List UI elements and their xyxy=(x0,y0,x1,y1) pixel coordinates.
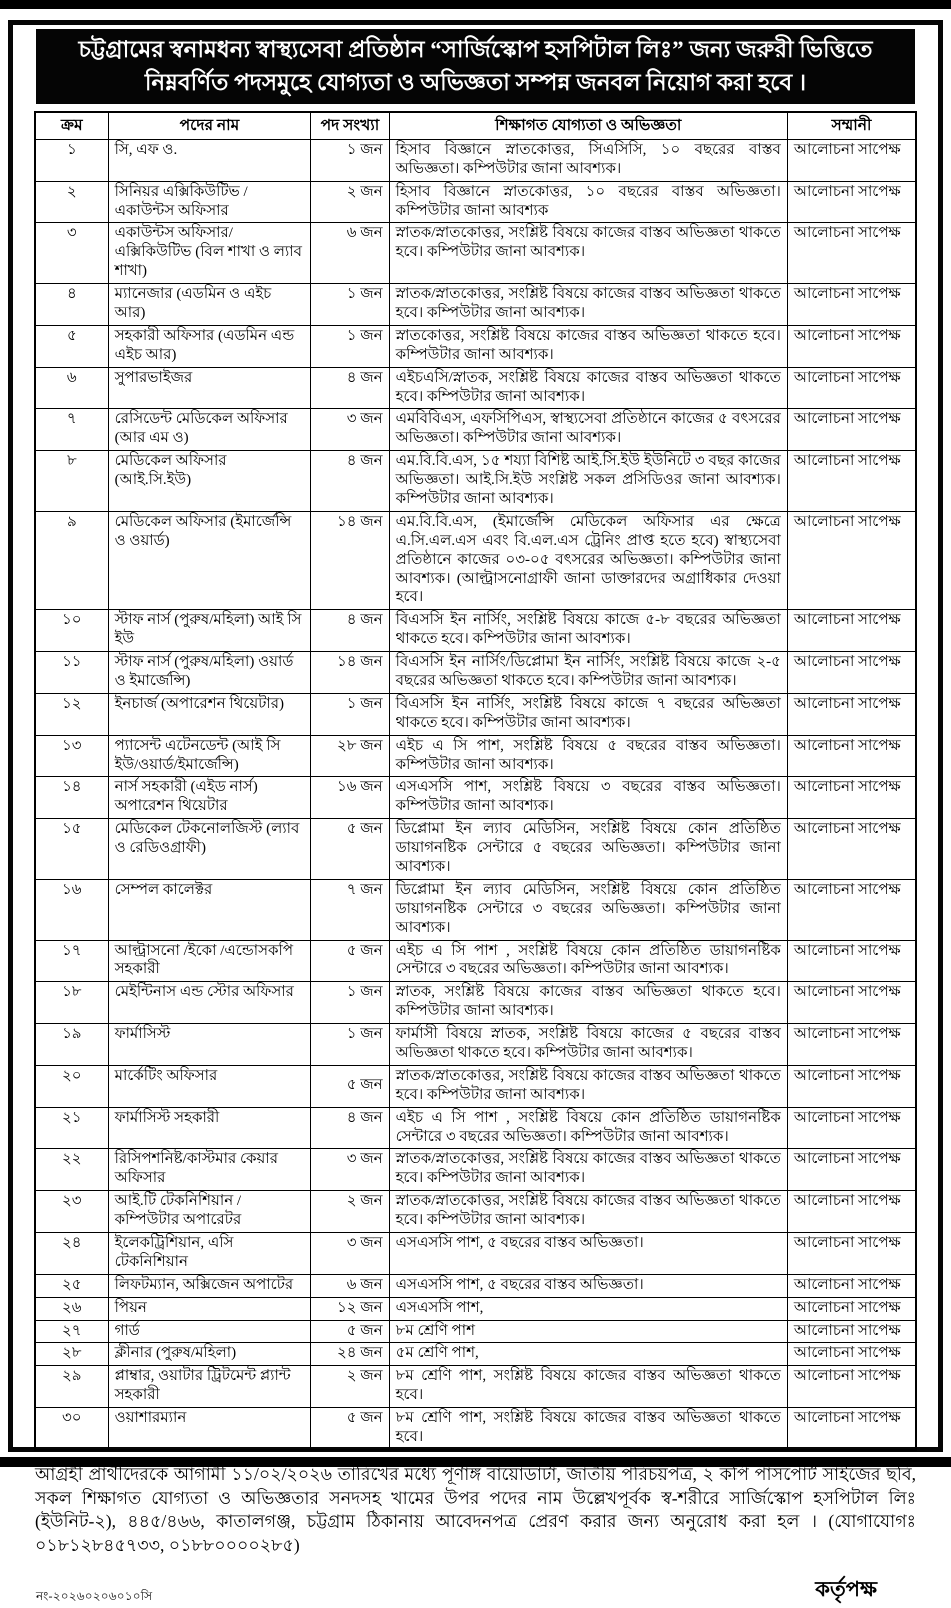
application-instructions: আগ্রহী প্রার্থীদেরকে আগামী ১১/০২/২০২৬ তারিখের মধ্যে পূর্ণাঙ্গ বায়োডাটা, জাতীয় পরিচয়পত্র, ২ কপি পাসপোর্ট সাইজের ছবি, সকল শিক্ষাগত যোগ্যতা ও অভিজ্ঞতার সনদসহ খামের উপর পদের নাম উল্লেখপূর্বক স্ব-শরীরে সার্জিস্কোপ হসপিটাল লিঃ (ইউনিট-২), ৪৪৫/৪৬৬, কাতালগঞ্জ, চট্টগ্রাম ঠিকানায় আবেদনপত্র প্রেরণ করার জন্য অনুরোধ করা হল । (যোগাযোগঃ ০১৮১২৮৪৫৭৩৩, ০১৮৮০০০০২৮৫) xyxy=(35,1463,916,1555)
row-serial: ১২ xyxy=(35,693,108,735)
row-salary: আলোচনা সাপেক্ষ xyxy=(787,1065,916,1107)
row-post-count: ৫ জন xyxy=(311,940,389,982)
row-post-count: ২ জন xyxy=(311,1191,389,1233)
table-row xyxy=(35,652,916,694)
row-serial: ৭ xyxy=(35,409,108,451)
table-row xyxy=(35,181,916,223)
row-serial: ২৩ xyxy=(35,1191,108,1233)
row-serial: ২৮ xyxy=(35,1343,108,1366)
row-post-count: ৫ জন xyxy=(311,1408,389,1450)
row-serial: ২৭ xyxy=(35,1320,108,1343)
row-post-name: নার্স সহকারী (এইড নার্স) অপারেশন থিয়েটার xyxy=(108,777,311,819)
row-salary: আলোচনা সাপেক্ষ xyxy=(787,284,916,326)
row-post-name: ফার্মাসিস্ট সহকারী xyxy=(108,1107,311,1149)
row-salary: আলোচনা সাপেক্ষ xyxy=(787,819,916,880)
row-post-count: ৪ জন xyxy=(311,610,389,652)
table-row xyxy=(35,511,916,609)
row-qualification: বিএসসি ইন নার্সিং/ডিপ্লোমা ইন নার্সিং, সংশ্লিষ্ট বিষয়ে কাজে ২-৫ বছরের অভিজ্ঞতা থাকতে হবে। কম্পিউটার জানা আবশ্যক। xyxy=(389,652,787,694)
table-row xyxy=(35,610,916,652)
row-post-name: একাউন্টস অফিসার/ এক্সিকিউটিভ (বিল শাখা ও ল্যাব শাখা) xyxy=(108,223,311,284)
row-post-count: ৫ জন xyxy=(311,819,389,880)
job-circular-banner: চট্টগ্রামের স্বনামধন্য স্বাস্থ্যসেবা প্রতিষ্ঠান “সার্জিস্কোপ হসপিটাল লিঃ” জন্য জরুরী ভিত্তিতে নিম্নবর্ণিত পদসমুহে যোগ্যতা ও অভিজ্ঞতা সম্পন্ন জনবল নিয়োগ করা হবে । xyxy=(36,29,915,104)
row-post-count: ৩ জন xyxy=(311,1233,389,1275)
row-post-name: আল্ট্রাসনো /ইকো /এন্ডোসকপি সহকারী xyxy=(108,940,311,982)
row-serial: ১৪ xyxy=(35,777,108,819)
table-row xyxy=(35,693,916,735)
row-qualification: এম.বি.বি.এস, ১৫ শয্যা বিশিষ্ট আই.সি.ইউ ইউনিটে ৩ বছর কাজের অভিজ্ঞতা। আই.সি.ইউ সংশ্লিষ্ট সকল প্রসিডিওর জানা আবশ্যক। কম্পিউটার জানা আবশ্যক। xyxy=(389,451,787,512)
row-salary: আলোচনা সাপেক্ষ xyxy=(787,181,916,223)
row-post-count: ২৮ জন xyxy=(311,735,389,777)
table-row xyxy=(35,451,916,512)
row-salary: আলোচনা সাপেক্ষ xyxy=(787,367,916,409)
column-header-serial: ক্রম xyxy=(35,112,108,139)
row-salary: আলোচনা সাপেক্ষ xyxy=(787,325,916,367)
row-post-name: প্লাম্বার, ওয়াটার ট্রিটমেন্ট প্ল্যান্ট সহকারী xyxy=(108,1366,311,1408)
row-post-count: ১ জন xyxy=(311,284,389,326)
row-serial: ৩ xyxy=(35,223,108,284)
row-post-count: ৪ জন xyxy=(311,367,389,409)
row-qualification: স্নাতক, সংশ্লিষ্ট বিষয়ে কাজের বাস্তব অভিজ্ঞতা থাকতে হবে। কম্পিউটার জানা আবশ্যক। xyxy=(389,982,787,1024)
row-salary: আলোচনা সাপেক্ষ xyxy=(787,652,916,694)
row-qualification: এইচ এ সি পাশ , সংশ্লিষ্ট বিষয়ে কোন প্রতিষ্ঠিত ডায়াগনষ্টিক সেন্টারে ৩ বছরের অভিজ্ঞতা। কম্পিউটার জানা আবশ্যক। xyxy=(389,940,787,982)
row-qualification: স্নাতক/স্নাতকোত্তর, সংশ্লিষ্ট বিষয়ে কাজের বাস্তব অভিজ্ঞতা থাকতে হবে। কম্পিউটার জানা আবশ্যক। xyxy=(389,1065,787,1107)
row-post-count: ১২ জন xyxy=(311,1297,389,1320)
row-salary: আলোচনা সাপেক্ষ xyxy=(787,1343,916,1366)
table-row xyxy=(35,1065,916,1107)
row-post-count: ১ জন xyxy=(311,982,389,1024)
row-salary: আলোচনা সাপেক্ষ xyxy=(787,1408,916,1450)
row-salary: আলোচনা সাপেক্ষ xyxy=(787,409,916,451)
row-qualification: এসএসসি পাশ, xyxy=(389,1297,787,1320)
row-serial: ১০ xyxy=(35,610,108,652)
row-serial: ১৯ xyxy=(35,1024,108,1066)
row-qualification: এইচ এ সি পাশ, সংশ্লিষ্ট বিষয়ে ৫ বছরের বাস্তব অভিজ্ঞতা। কম্পিউটার জানা আবশ্যক। xyxy=(389,735,787,777)
row-post-count: ৬ জন xyxy=(311,223,389,284)
table-row xyxy=(35,223,916,284)
row-post-count: ২৪ জন xyxy=(311,1343,389,1366)
row-post-name: ইলেকট্রিশিয়ান, এসি টেকনিশিয়ান xyxy=(108,1233,311,1275)
row-post-name: সিনিয়র এক্সিকিউটিভ / একাউন্টস অফিসার xyxy=(108,181,311,223)
row-qualification: এসএসসি পাশ, সংশ্লিষ্ট বিষয়ে ৩ বছরের বাস্তব অভিজ্ঞতা। কম্পিউটার জানা আবশ্যক। xyxy=(389,777,787,819)
row-salary: আলোচনা সাপেক্ষ xyxy=(787,879,916,940)
row-salary: আলোচনা সাপেক্ষ xyxy=(787,1107,916,1149)
row-post-count: ৪ জন xyxy=(311,451,389,512)
row-post-name: লিফটম্যান, অক্সিজেন অপাটের xyxy=(108,1274,311,1297)
row-qualification: স্নাতক/স্নাতকোত্তর, সংশ্লিষ্ট বিষয়ে কাজের বাস্তব অভিজ্ঞতা থাকতে হবে। কম্পিউটার জানা আবশ্যক। xyxy=(389,223,787,284)
row-qualification: এমবিবিএস, এফসিপিএস, স্বাস্থ্যসেবা প্রতিষ্ঠানে কাজের ৫ বৎসরের অভিজ্ঞতা। কম্পিউটার জানা আবশ্যক। xyxy=(389,409,787,451)
row-qualification: ডিপ্লোমা ইন ল্যাব মেডিসিন, সংশ্লিষ্ট বিষয়ে কোন প্রতিষ্ঠিত ডায়াগনষ্টিক সেন্টারে ৩ বছরের অভিজ্ঞতা। কম্পিউটার জানা আবশ্যক। xyxy=(389,879,787,940)
row-serial: ১৫ xyxy=(35,819,108,880)
row-post-name: সুপারভাইজর xyxy=(108,367,311,409)
row-qualification: হিসাব বিজ্ঞানে স্নাতকোত্তর, ১০ বছরের বাস্তব অভিজ্ঞতা। কম্পিউটার জানা আবশ্যক xyxy=(389,181,787,223)
row-post-count: ৫ জন xyxy=(311,1320,389,1343)
table-row xyxy=(35,940,916,982)
row-qualification: স্নাতক/স্নাতকোত্তর, সংশ্লিষ্ট বিষয়ে কাজের বাস্তব অভিজ্ঞতা থাকতে হবে। কম্পিউটার জানা আবশ্যক। xyxy=(389,1149,787,1191)
row-serial: ১৩ xyxy=(35,735,108,777)
footer-bottom-row xyxy=(34,1573,917,1608)
jobs-table xyxy=(34,111,917,1451)
table-row xyxy=(35,1107,916,1149)
row-salary: আলোচনা সাপেক্ষ xyxy=(787,139,916,181)
row-serial: ২৪ xyxy=(35,1233,108,1275)
row-salary: আলোচনা সাপেক্ষ xyxy=(787,451,916,512)
row-post-name: সহকারী অফিসার (এডমিন এন্ড এইচ আর) xyxy=(108,325,311,367)
row-post-name: ম্যানেজার (এডমিন ও এইচ আর) xyxy=(108,284,311,326)
row-salary: আলোচনা সাপেক্ষ xyxy=(787,1149,916,1191)
row-post-count: ১৪ জন xyxy=(311,511,389,609)
row-serial: ২৬ xyxy=(35,1297,108,1320)
row-qualification: ৮ম শ্রেণি পাশ, সংশ্লিষ্ট বিষয়ে কাজের বাস্তব অভিজ্ঞতা থাকতে হবে। xyxy=(389,1408,787,1450)
top-edge-bar xyxy=(0,0,951,9)
row-salary: আলোচনা সাপেক্ষ xyxy=(787,610,916,652)
row-serial: ২ xyxy=(35,181,108,223)
row-post-name: ক্লীনার (পুরুষ/মহিলা) xyxy=(108,1343,311,1366)
row-qualification: ৮ম শ্রেণি পাশ, সংশ্লিষ্ট বিষয়ে কাজের বাস্তব অভিজ্ঞতা থাকতে হবে। xyxy=(389,1366,787,1408)
row-serial: ২২ xyxy=(35,1149,108,1191)
row-salary: আলোচনা সাপেক্ষ xyxy=(787,735,916,777)
row-serial: ৬ xyxy=(35,367,108,409)
row-qualification: বিএসসি ইন নার্সিং, সংশ্লিষ্ট বিষয়ে কাজে ৭ বছরের অভিজ্ঞতা থাকতে হবে। কম্পিউটার জানা আবশ্যক। xyxy=(389,693,787,735)
row-salary: আলোচনা সাপেক্ষ xyxy=(787,777,916,819)
row-post-count: ১ জন xyxy=(311,1024,389,1066)
column-header-post-count: পদ সংখ্যা xyxy=(311,112,389,139)
row-post-name: ইনচার্জ (অপারেশন থিয়েটার) xyxy=(108,693,311,735)
table-row xyxy=(35,1149,916,1191)
row-qualification: ডিপ্লোমা ইন ল্যাব মেডিসিন, সংশ্লিষ্ট বিষয়ে কোন প্রতিষ্ঠিত ডায়াগনষ্টিক সেন্টারে ৫ বছরের অভিজ্ঞতা। কম্পিউটার জানা আবশ্যক। xyxy=(389,819,787,880)
row-post-name: পিয়ন xyxy=(108,1297,311,1320)
row-post-name: রিসিপশনিষ্ট/কাস্টমার কেয়ার অফিসার xyxy=(108,1149,311,1191)
row-post-name: আই.টি টেকনিশিয়ান / কম্পিউটার অপারেটর xyxy=(108,1191,311,1233)
row-qualification: স্নাতক/স্নাতকোত্তর, সংশ্লিষ্ট বিষয়ে কাজের বাস্তব অভিজ্ঞতা থাকতে হবে। কম্পিউটার জানা আবশ্যক। xyxy=(389,1191,787,1233)
row-qualification: এসএসসি পাশ, ৫ বছরের বাস্তব অভিজ্ঞতা। xyxy=(389,1274,787,1297)
row-post-count: ৩ জন xyxy=(311,1149,389,1191)
table-row xyxy=(35,879,916,940)
row-post-name: সেম্পল কালেক্টর xyxy=(108,879,311,940)
reference-number: নং-২০২৬০২০৬০১০সি xyxy=(36,1589,153,1604)
row-post-name: সি, এফ ও. xyxy=(108,139,311,181)
column-header-qualification: শিক্ষাগত যোগ্যতা ও অভিজ্ঞতা xyxy=(389,112,787,139)
row-serial: ১৮ xyxy=(35,982,108,1024)
table-row xyxy=(35,325,916,367)
row-qualification: এসএসসি পাশ, ৫ বছরের বাস্তব অভিজ্ঞতা। xyxy=(389,1233,787,1275)
row-serial: ৪ xyxy=(35,284,108,326)
row-post-count: ১৬ জন xyxy=(311,777,389,819)
row-serial: ২১ xyxy=(35,1107,108,1149)
table-row xyxy=(35,735,916,777)
row-salary: আলোচনা সাপেক্ষ xyxy=(787,1297,916,1320)
row-serial: ১ xyxy=(35,139,108,181)
row-salary: আলোচনা সাপেক্ষ xyxy=(787,511,916,609)
table-row xyxy=(35,367,916,409)
row-salary: আলোচনা সাপেক্ষ xyxy=(787,1320,916,1343)
jobs-table-body xyxy=(35,139,916,1450)
row-salary: আলোচনা সাপেক্ষ xyxy=(787,1366,916,1408)
row-post-name: মেডিকেল অফিসার (ইমার্জেন্সি ও ওয়ার্ড) xyxy=(108,511,311,609)
table-row xyxy=(35,819,916,880)
row-post-name: মেইন্টিনাস এন্ড স্টোর অফিসার xyxy=(108,982,311,1024)
row-post-count: ১ জন xyxy=(311,693,389,735)
row-post-count: ৫ জন xyxy=(311,1065,389,1107)
row-salary: আলোচনা সাপেক্ষ xyxy=(787,1024,916,1066)
row-post-name: ওয়াশারম্যান xyxy=(108,1408,311,1450)
table-row xyxy=(35,1024,916,1066)
table-row xyxy=(35,1274,916,1297)
table-row xyxy=(35,284,916,326)
row-qualification: হিসাব বিজ্ঞানে স্নাতকোত্তর, সিএসিসি, ১০ বছরের বাস্তব অভিজ্ঞতা। কম্পিউটার জানা আবশ্যক। xyxy=(389,139,787,181)
row-post-name: স্টাফ নার্স (পুরুষ/মহিলা) ওয়ার্ড ও ইমার্জেন্সি) xyxy=(108,652,311,694)
row-qualification: এম.বি.বি.এস, (ইমার্জেন্সি মেডিকেল অফিসার এর ক্ষেত্রে এ.সি.এল.এস এবং বি.এল.এস ট্রেনিং প্রাপ্ত হতে হবে) স্বাস্থ্যসেবা প্রতিষ্ঠানে কাজের ০৩-০৫ বৎসরের অভিজ্ঞতা। কম্পিউটার জানা আবশ্যক। (আল্ট্রাসনোগ্রাফী জানা ডাক্তারদের অগ্রাধিকার দেওয়া হবে। xyxy=(389,511,787,609)
row-salary: আলোচনা সাপেক্ষ xyxy=(787,1274,916,1297)
row-salary: আলোচনা সাপেক্ষ xyxy=(787,1233,916,1275)
row-qualification: ফার্মাসী বিষয়ে স্নাতক, সংশ্লিষ্ট বিষয়ে কাজের ৫ বছরের বাস্তব অভিজ্ঞতা থাকতে হবে। কম্পিউটার জানা আবশ্যক। xyxy=(389,1024,787,1066)
row-post-name: রেসিডেন্ট মেডিকেল অফিসার (আর এম ও) xyxy=(108,409,311,451)
row-serial: ৩০ xyxy=(35,1408,108,1450)
row-post-name: প্যাসেন্ট এটেনডেন্ট (আই সি ইউ/ওয়ার্ড/ইমার্জেন্সি) xyxy=(108,735,311,777)
row-post-count: ৪ জন xyxy=(311,1107,389,1149)
table-row xyxy=(35,139,916,181)
column-header-post-name: পদের নাম xyxy=(108,112,311,139)
page-frame xyxy=(8,20,943,1604)
table-row xyxy=(35,1191,916,1233)
row-salary: আলোচনা সাপেক্ষ xyxy=(787,223,916,284)
row-qualification: ৫ম শ্রেণি পাশ, xyxy=(389,1343,787,1366)
row-serial: ২৫ xyxy=(35,1274,108,1297)
row-salary: আলোচনা সাপেক্ষ xyxy=(787,982,916,1024)
column-header-salary: সম্মানী xyxy=(787,112,916,139)
table-row xyxy=(35,1408,916,1450)
row-post-count: ৭ জন xyxy=(311,879,389,940)
table-row xyxy=(35,777,916,819)
authority-signature: কর্তৃপক্ষ xyxy=(815,1577,877,1602)
row-post-name: গার্ড xyxy=(108,1320,311,1343)
row-serial: ৯ xyxy=(35,511,108,609)
row-post-count: ১ জন xyxy=(311,325,389,367)
row-salary: আলোচনা সাপেক্ষ xyxy=(787,693,916,735)
row-post-count: ৩ জন xyxy=(311,409,389,451)
row-qualification: ৮ম শ্রেণি পাশ xyxy=(389,1320,787,1343)
table-row xyxy=(35,1297,916,1320)
row-post-count: ২ জন xyxy=(311,181,389,223)
row-post-name: স্টাফ নার্স (পুরুষ/মহিলা) আই সি ইউ xyxy=(108,610,311,652)
table-row xyxy=(35,982,916,1024)
row-serial: ৫ xyxy=(35,325,108,367)
table-row xyxy=(35,409,916,451)
row-qualification: স্নাতকোত্তর, সংশ্লিষ্ট বিষয়ে কাজের বাস্তব অভিজ্ঞতা থাকতে হবে। কম্পিউটার জানা আবশ্যক। xyxy=(389,325,787,367)
table-row xyxy=(35,1343,916,1366)
row-salary: আলোচনা সাপেক্ষ xyxy=(787,1191,916,1233)
table-row xyxy=(35,1366,916,1408)
row-salary: আলোচনা সাপেক্ষ xyxy=(787,940,916,982)
row-qualification: এইচএসি/স্নাতক, সংশ্লিষ্ট বিষয়ে কাজের বাস্তব অভিজ্ঞতা থাকতে হবে। কম্পিউটার জানা আবশ্যক। xyxy=(389,367,787,409)
row-post-count: ১ জন xyxy=(311,139,389,181)
jobs-table-header xyxy=(35,112,916,139)
row-serial: ১১ xyxy=(35,652,108,694)
row-post-count: ১৪ জন xyxy=(311,652,389,694)
row-serial: ৮ xyxy=(35,451,108,512)
row-serial: ২০ xyxy=(35,1065,108,1107)
row-post-name: ফার্মাসিস্ট xyxy=(108,1024,311,1066)
table-row xyxy=(35,1320,916,1343)
row-serial: ১৬ xyxy=(35,879,108,940)
row-serial: ২৯ xyxy=(35,1366,108,1408)
row-post-name: মার্কেটিং অফিসার xyxy=(108,1065,311,1107)
row-post-count: ২ জন xyxy=(311,1366,389,1408)
row-qualification: স্নাতক/স্নাতকোত্তর, সংশ্লিষ্ট বিষয়ে কাজের বাস্তব অভিজ্ঞতা থাকতে হবে। কম্পিউটার জানা আবশ্যক। xyxy=(389,284,787,326)
row-qualification: এইচ এ সি পাশ , সংশ্লিষ্ট বিষয়ে কোন প্রতিষ্ঠিত ডায়াগনষ্টিক সেন্টারে ৩ বছরের অভিজ্ঞতা। কম্পিউটার জানা আবশ্যক। xyxy=(389,1107,787,1149)
row-serial: ১৭ xyxy=(35,940,108,982)
row-post-name: মেডিকেল টেকনোলজিস্ট (ল্যাব ও রেডিওগ্রাফী) xyxy=(108,819,311,880)
table-row xyxy=(35,1233,916,1275)
row-qualification: বিএসসি ইন নার্সিং, সংশ্লিষ্ট বিষয়ে কাজে ৫-৮ বছরের অভিজ্ঞতা থাকতে হবে। কম্পিউটার জানা আবশ্যক। xyxy=(389,610,787,652)
row-post-name: মেডিকেল অফিসার (আই.সি.ইউ) xyxy=(108,451,311,512)
row-post-count: ৬ জন xyxy=(311,1274,389,1297)
